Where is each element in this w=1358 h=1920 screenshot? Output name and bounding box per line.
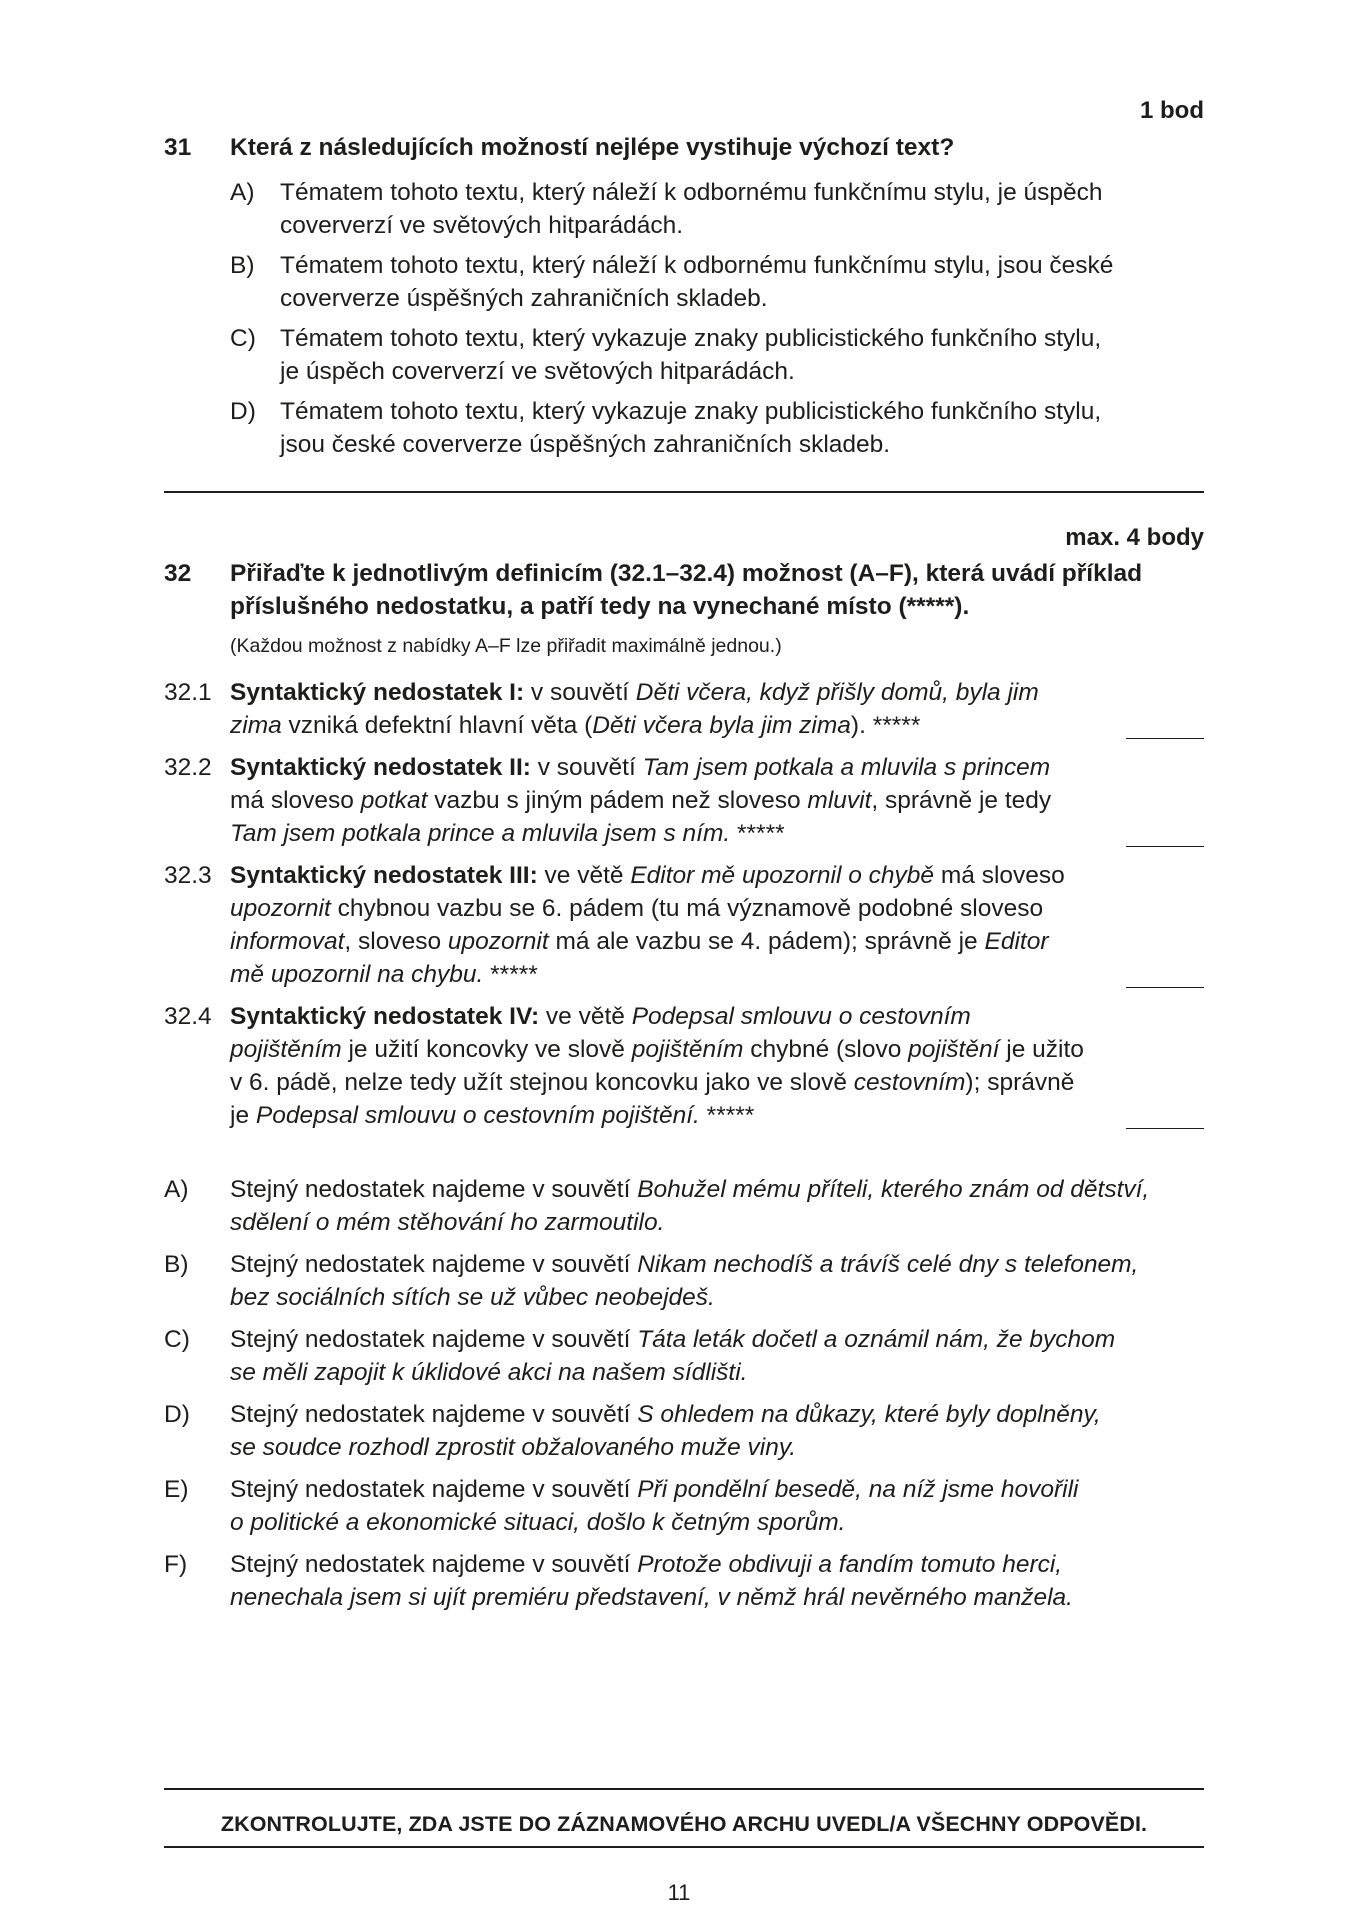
q31-options xyxy=(230,176,1170,468)
answer-option-f: F) Stejný nedostatek najdeme v souvětí Protože obdivuji a fandím tomuto herci, nenechala jsem si ujít premiéru představení, v němž hrál nevěrného manžela. xyxy=(164,1551,1073,1611)
answer-option-d: D) Stejný nedostatek najdeme v souvětí S ohledem na důkazy, které byly doplněny, se soudce rozhodl zprostit obžalovaného muže viny. xyxy=(164,1401,1101,1461)
footer-bottom-rule xyxy=(164,1846,1204,1848)
q31-option-c: C) Tématem tohoto textu, který vykazuje znaky publicistického funkčního stylu, je úspěch coververzí ve světových hitparádách. xyxy=(230,325,1102,385)
q31-option-b: B) Tématem tohoto textu, který náleží k odbornému funkčnímu stylu, jsou české coververze úspěšných zahraničních skladeb. xyxy=(230,252,1114,312)
definition-32-3: 32.3 Syntaktický nedostatek III: ve větě Editor mě upozornil o chybě má sloveso upozornit chybnou vazbu se 6. pádem (tu má významově podobné sloveso informovat, sloveso upozornit má ale vazbu se 4. pádem); správně je Editor mě upozornil na chybu. ***** xyxy=(164,859,1204,991)
answer-option-c: C) Stejný nedostatek najdeme v souvětí Táta leták dočetl a oznámil nám, že bychom se měli zapojit k úklidové akci na našem sídlišti. xyxy=(164,1326,1116,1386)
footer-message: ZKONTROLUJTE, ZDA JSTE DO ZÁZNAMOVÉHO ARCHU UVEDL/A VŠECHNY ODPOVĚDI. xyxy=(220,1812,1148,1836)
section-divider xyxy=(164,491,1204,493)
definition-32-1: 32.1 Syntaktický nedostatek I: v souvětí Děti včera, když přišly domů, byla jim zima vzniká defektní hlavní věta (Děti včera byla jim zima). ***** xyxy=(164,676,1204,742)
q32-note: (Každou možnost z nabídky A–F lze přiřadit maximálně jednou.) xyxy=(230,635,782,657)
answer-blank-32-1[interactable] xyxy=(1126,738,1204,739)
q31-option-d: D) Tématem tohoto textu, který vykazuje znaky publicistického funkčního stylu, jsou české coververze úspěšných zahraničních skladeb. xyxy=(230,398,1102,458)
q32-number: 32 xyxy=(164,560,192,587)
answer-option-e: E) Stejný nedostatek najdeme v souvětí Při pondělní besedě, na níž jsme hovořili o politické a ekonomické situaci, došlo k četným sporům. xyxy=(164,1476,1079,1536)
answer-blank-32-3[interactable] xyxy=(1126,987,1204,988)
answer-option-b: B) Stejný nedostatek najdeme v souvětí Nikam nechodíš a trávíš celé dny s telefonem, bez sociálních sítích se už vůbec neobejdeš. xyxy=(164,1251,1139,1311)
q31-option-a: A) Tématem tohoto textu, který náleží k odbornému funkčnímu stylu, je úspěch coververzí ve světových hitparádách. xyxy=(230,179,1103,239)
answer-option-a: A) Stejný nedostatek najdeme v souvětí Bohužel mému příteli, kterého znám od dětství, sdělení o mém stěhování ho zarmoutilo. xyxy=(164,1176,1150,1236)
q31-question: Která z následujících možností nejlépe vystihuje výchozí text? xyxy=(230,134,955,161)
q32-definitions xyxy=(164,676,1204,1141)
q32-heading xyxy=(164,557,1204,627)
answer-blank-32-2[interactable] xyxy=(1126,846,1204,847)
q31-number: 31 xyxy=(164,134,192,161)
definition-32-4: 32.4 Syntaktický nedostatek IV: ve větě Podepsal smlouvu o cestovním pojištěním je užití koncovky ve slově pojištěním chybné (slovo pojištění je užito v 6. pádě, nelze tedy užít stejnou koncovku jako ve slově cestovním); správně je Podepsal smlouvu o cestovním pojištění. ***** xyxy=(164,1000,1204,1132)
footer-top-rule xyxy=(164,1788,1204,1790)
q31-points: 1 bod xyxy=(1140,97,1204,124)
q31-heading xyxy=(164,131,1204,165)
page-number: 11 xyxy=(667,1880,691,1905)
definition-32-2: 32.2 Syntaktický nedostatek II: v souvětí Tam jsem potkala a mluvila s princem má sloveso potkat vazbu s jiným pádem než sloveso mluvit, správně je tedy Tam jsem potkala prince a mluvila jsem s ním. ***** xyxy=(164,751,1204,850)
q32-points: max. 4 body xyxy=(1065,524,1204,551)
q32-question: Přiřaďte k jednotlivým definicím (32.1–32.4) možnost (A–F), která uvádí příklad příslušného nedostatku, a patří tedy na vynechané místo (*****). xyxy=(230,560,1143,620)
answer-blank-32-4[interactable] xyxy=(1126,1128,1204,1129)
q32-answer-options xyxy=(164,1173,1204,1623)
